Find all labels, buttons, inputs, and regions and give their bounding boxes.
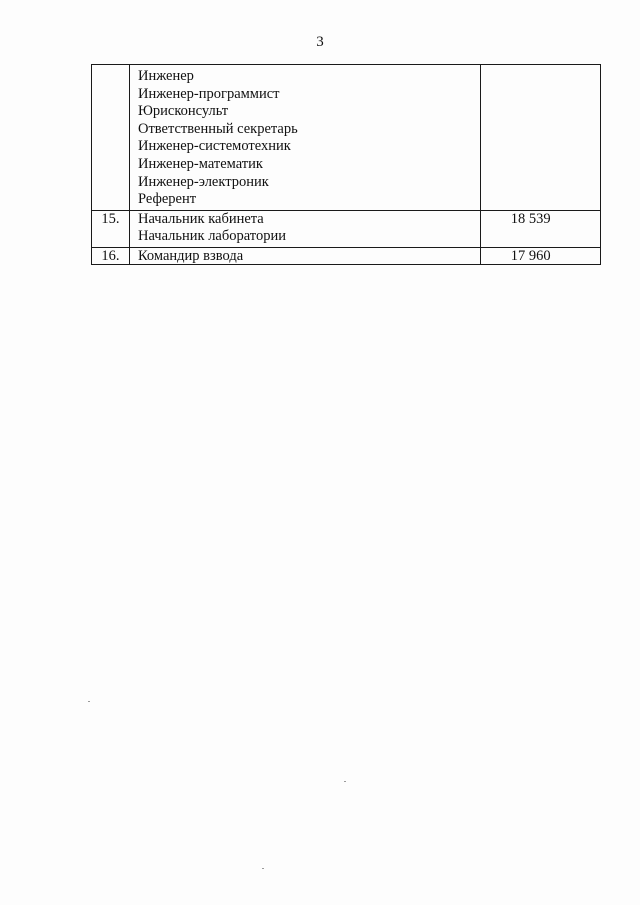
row-number-cell	[92, 65, 130, 211]
page-number: 3	[316, 34, 324, 50]
position-title: Ответственный секретарь	[137, 120, 298, 137]
position-title: Начальник кабинета	[137, 210, 264, 227]
salary-amount-cell: 17 960	[481, 247, 601, 264]
salary-table	[91, 64, 601, 265]
scan-speck	[344, 781, 346, 782]
position-titles-cell	[129, 65, 480, 211]
position-title: Инженер-системотехник	[137, 138, 291, 155]
salary-amount-cell	[481, 65, 601, 211]
position-title: Инженер-математик	[137, 155, 263, 172]
position-title: Референт	[137, 191, 197, 208]
salary-amount-cell: 18 539	[481, 210, 601, 247]
scan-speck	[262, 868, 264, 869]
position-titles-cell	[129, 247, 480, 264]
position-titles-cell	[129, 210, 480, 247]
row-number-cell: 16.	[92, 247, 130, 264]
position-title: Инженер-программист	[137, 85, 280, 102]
position-title: Инженер	[137, 68, 194, 84]
position-title: Юрисконсульт	[137, 103, 229, 120]
table-row	[92, 65, 601, 211]
position-title: Начальник лаборатории	[137, 228, 286, 245]
position-title: Командир взвода	[137, 247, 244, 264]
table-row	[92, 247, 601, 264]
scan-speck	[88, 701, 90, 702]
table-row	[92, 210, 601, 247]
row-number-cell: 15.	[92, 210, 130, 247]
position-title: Инженер-электроник	[137, 173, 269, 190]
